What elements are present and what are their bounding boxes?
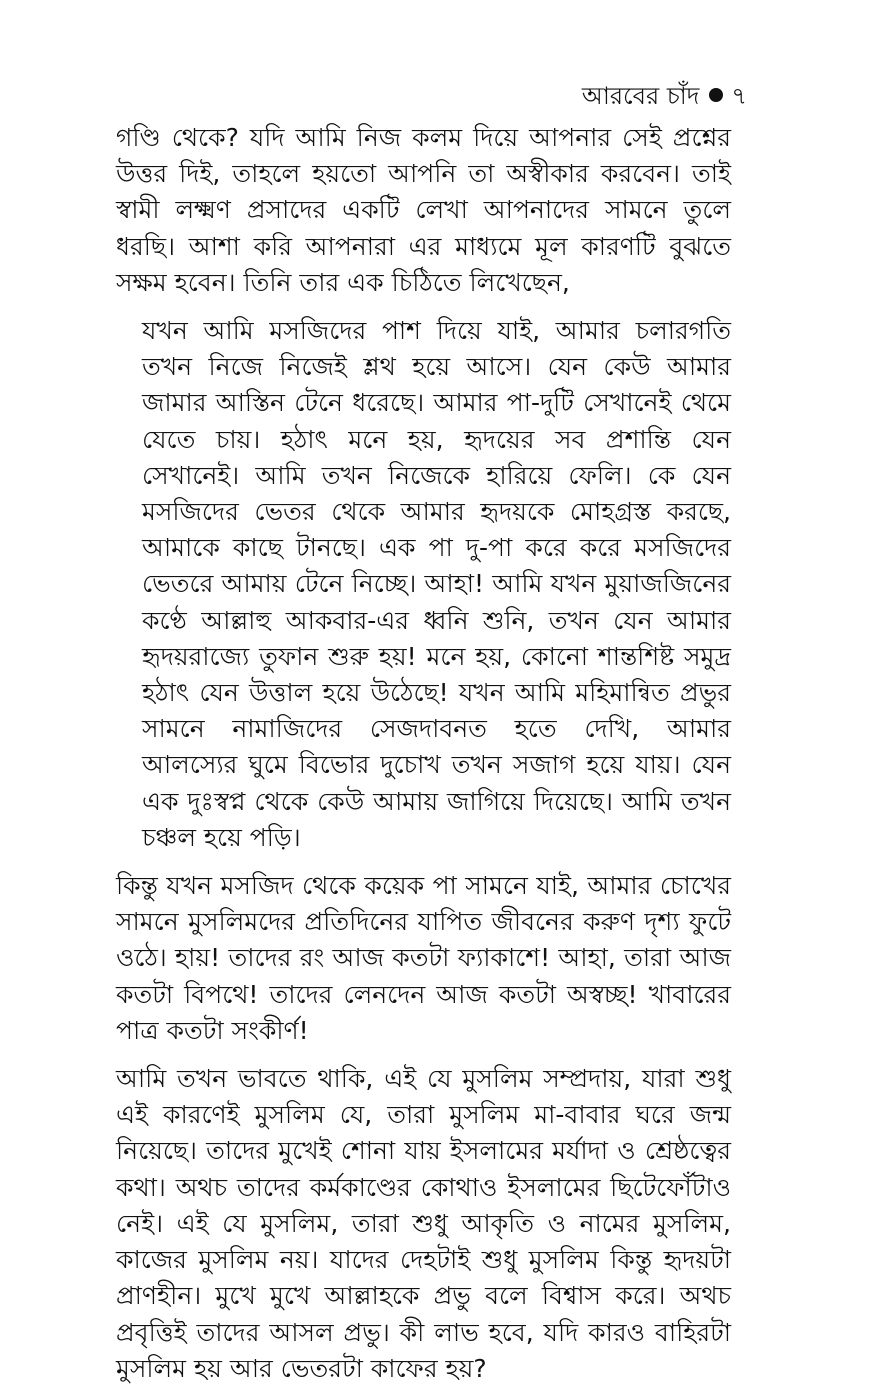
bullet-dot-icon bbox=[709, 88, 723, 102]
body-text bbox=[116, 120, 731, 1399]
paragraph-intro: গণ্ডি থেকে? যদি আমি নিজ কলম দিয়ে আপনার সেই প্রশ্নের উত্তর দিই, তাহলে হয়তো আপনি তা অস্বীকার করবেন। তাই স্বামী লক্ষ্মণ প্রসাদের একটি লেখা আপনাদের সামনে তুলে ধরছি। আশা করি আপনারা এর মাধ্যমে মূল কারণটি বুঝতে সক্ষম হবেন। তিনি তার এক চিঠিতে লিখেছেন, bbox=[116, 123, 731, 297]
running-header bbox=[582, 80, 747, 112]
book-title: আরবের চাঁদ bbox=[581, 82, 700, 110]
paragraph-quote: যখন আমি মসজিদের পাশ দিয়ে যাই, আমার চলারগতি তখন নিজে নিজেই শ্লথ হয়ে আসে। যেন কেউ আমার জামার আস্তিন টেনে ধরেছে। আমার পা-দুটি সেখানেই থেমে যেতে চায়। হঠাৎ মনে হয়, হৃদয়ের সব প্রশান্তি যেন সেখানেই। আমি তখন নিজেকে হারিয়ে ফেলি। কে যেন মসজিদের ভেতর থেকে আমার হৃদয়কে মোহগ্রস্ত করছে, আমাকে কাছে টানছে। এক পা দু-পা করে করে মসজিদের ভেতরে আমায় টেনে নিচ্ছে। আহা! আমি যখন মুয়াজজিনের কণ্ঠে আল্লাহু আকবার-এর ধ্বনি শুনি, তখন যেন আমার হৃদয়রাজ্যে তুফান শুরু হয়! মনে হয়, কোনো শান্তশিষ্ট সমুদ্র হঠাৎ যেন উত্তাল হয়ে উঠেছে! যখন আমি মহিমান্বিত প্রভুর সামনে নামাজিদের সেজদাবনত হতে দেখি, আমার আলস্যের ঘুমে বিভোর দুচোখ তখন সজাগ হয়ে যায়। যেন এক দুঃস্বপ্ন থেকে কেউ আমায় জাগিয়ে দিয়েছে। আমি তখন চঞ্চল হয়ে পড়ি। bbox=[142, 316, 731, 852]
paragraph-reflection: আমি তখন ভাবতে থাকি, এই যে মুসলিম সম্প্রদায়, যারা শুধু এই কারণেই মুসলিম যে, তারা মুসলিম মা-বাবার ঘরে জন্ম নিয়েছে। তাদের মুখেই শোনা যায় ইসলামের মর্যাদা ও শ্রেষ্ঠত্বের কথা। অথচ তাদের কর্মকাণ্ডের কোথাও ইসলামের ছিটেফোঁটাও নেই। এই যে মুসলিম, তারা শুধু আকৃতি ও নামের মুসলিম, কাজের মুসলিম নয়। যাদের দেহটাই শুধু মুসলিম কিন্তু হৃদয়টা প্রাণহীন। মুখে মুখে আল্লাহকে প্রভু বলে বিশ্বাস করে। অথচ প্রবৃত্তিই তাদের আসল প্রভু। কী লাভ হবে, যদি কারও বাহিরটা মুসলিম হয় আর ভেতরটা কাফের হয়? bbox=[116, 1064, 731, 1383]
paragraph-muslim-life: কিন্তু যখন মসজিদ থেকে কয়েক পা সামনে যাই, আমার চোখের সামনে মুসলিমদের প্রতিদিনের যাপিত জীবনের করুণ দৃশ্য ফুটে ওঠে। হায়! তাদের রং আজ কতটা ফ্যাকাশে! আহা, তারা আজ কতটা বিপথে! তাদের লেনদেন আজ কতটা অস্বচ্ছ! খাবারের পাত্র কতটা সংকীর্ণ! bbox=[116, 871, 731, 1045]
page-number: ৭ bbox=[731, 82, 747, 110]
